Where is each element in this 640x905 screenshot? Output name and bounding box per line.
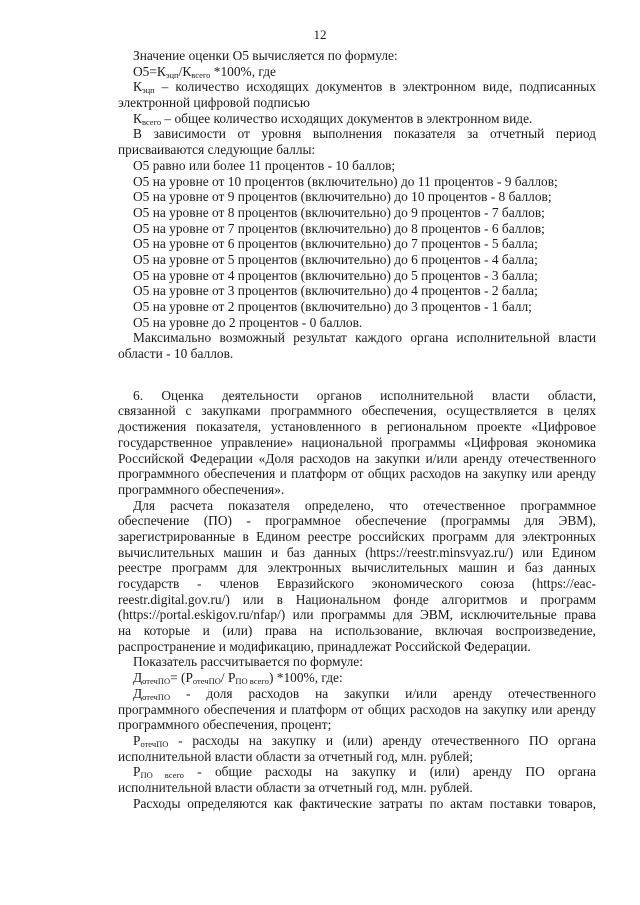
calc-intro: Показатель рассчитывается по формуле: (133, 654, 363, 670)
section6-para1-line: связанной с закупками программного обеспечения, осуществляется в целях (118, 403, 596, 419)
scoring-intro: В зависимости от уровня выполнения показателя за отчетный период (133, 126, 596, 142)
d-formula: $Д_{отечПО}= (Р_{отечПО}/$ $Р_{ПО всего}$) *100%, где: (133, 670, 343, 686)
section6-para2-line: Для расчета показателя определено, что отечественное программное (133, 497, 596, 513)
def-k-ecp: $К_{эцп}$ – количество исходящих документов в электронном виде, подписанных (133, 79, 596, 96)
max-result: Максимально возможный результат каждого органа исполнительной власти (133, 330, 596, 346)
def-k-total: $К_{всего}$ – общее количество исходящих документов в электронном виде. (133, 110, 533, 127)
section6-para1-line: программного обеспечения и платформ от общих расходов на закупку или аренду (118, 466, 596, 482)
def-p: $Р_{ПО всего}$ - общие расходы на закупку и (или) аренду ПО органа (133, 764, 596, 780)
def-r: $Р_{отечПО}$ - расходы на закупку и (или) аренду отечественного ПО органа (133, 732, 596, 749)
o5-formula: $О5=К_{эцп}/К_{всего}$ *100%, где (133, 63, 276, 80)
section6-para2-line: на которые и (или) права на использование, включая воспроизведение, (118, 623, 596, 639)
section6-para1-line: программного обеспечения». (118, 481, 285, 497)
score-item: О5 на уровне от 4 процентов (включительно) до 5 процентов - 3 балла; (133, 267, 538, 283)
score-item: О5 на уровне до 2 процентов - 0 баллов. (133, 314, 363, 330)
section6-para1-line: достижения показателя, установленного в региональном проекте «Цифровое (118, 419, 596, 435)
section6-para1-line: государственное управление» национальной программы «Цифровая экономика (118, 434, 596, 450)
def-k-ecp-cont: электронной цифровой подписью (118, 95, 310, 111)
score-item: О5 на уровне от 5 процентов (включительно) до 6 процентов - 4 балла; (133, 251, 538, 267)
score-item: О5 на уровне от 6 процентов (включительно) до 7 процентов - 5 балла; (133, 236, 538, 252)
def-d: $Д_{отечПО}$ - доля расходов на закупки и/или аренду отечественного (133, 685, 596, 702)
section6-para1-line: Российской Федерации «Доля расходов на закупки и/или аренду отечественного (118, 450, 596, 466)
score-item: О5 на уровне от 9 процентов (включительно) до 10 процентов - 8 баллов; (133, 189, 552, 205)
scoring-intro-cont: присваиваются следующие баллы: (118, 142, 316, 158)
section6-para2-line: (https://portal.eskigov.ru/nfap/) или программы для ЭВМ, исключительные права (118, 607, 596, 623)
score-item: О5 на уровне от 8 процентов (включительно) до 9 процентов - 7 баллов; (133, 204, 545, 220)
section6-para2-line: reestr.digital.gov.ru/) или в Национальном фонде алгоритмов и программ (118, 591, 596, 607)
max-result-cont: области - 10 баллов. (118, 346, 234, 362)
score-item: О5 на уровне от 3 процентов (включительно) до 4 процентов - 2 балла; (133, 283, 538, 299)
section6-para1-line: 6. Оценка деятельности органов исполнительной власти области, (133, 387, 596, 403)
section6-para2-line: обеспечение (ПО) - программное обеспечение (программы для ЭВМ), (118, 513, 596, 529)
score-item: О5 на уровне от 2 процентов (включительно) до 3 процентов - 1 балл; (133, 299, 532, 314)
page-number: 12 (313, 27, 327, 42)
section6-para2-line: вычислительных машин и баз данных (https://reestr.minsvyaz.ru/) или Едином (118, 544, 596, 560)
def-r-cont: исполнительной власти области за отчетный год, млн. рублей; (118, 748, 474, 764)
section6-para2-line: зарегистрированные в Едином реестре российских программ для электронных (118, 528, 596, 544)
document-body (118, 48, 596, 811)
expenses-line: Расходы определяются как фактические затраты по актам поставки товаров, (133, 795, 596, 811)
section6-para2-line: распространение и модификацию, принадлежат Российской Федерации. (118, 638, 531, 654)
score-item: О5 на уровне от 7 процентов (включительно) до 8 процентов - 6 баллов; (133, 220, 545, 236)
o5-intro: Значение оценки О5 вычисляется по формуле: (133, 48, 398, 63)
def-p-cont: исполнительной власти области за отчетный год, млн. рублей. (118, 779, 473, 795)
section6-para2-line: государств - членов Евразийского экономического союза (https://eac- (118, 576, 596, 591)
def-d-cont: программного обеспечения, процент; (118, 717, 332, 733)
score-item: О5 равно или более 11 процентов - 10 баллов; (133, 157, 396, 173)
section6-para2-line: реестре программ для электронных вычислительных машин и баз данных (118, 560, 596, 576)
def-d-cont: программного обеспечения и платформ от общих расходов на закупку или аренду (118, 701, 596, 717)
score-item: О5 на уровне от 10 процентов (включительно) до 11 процентов - 9 баллов; (133, 173, 558, 189)
